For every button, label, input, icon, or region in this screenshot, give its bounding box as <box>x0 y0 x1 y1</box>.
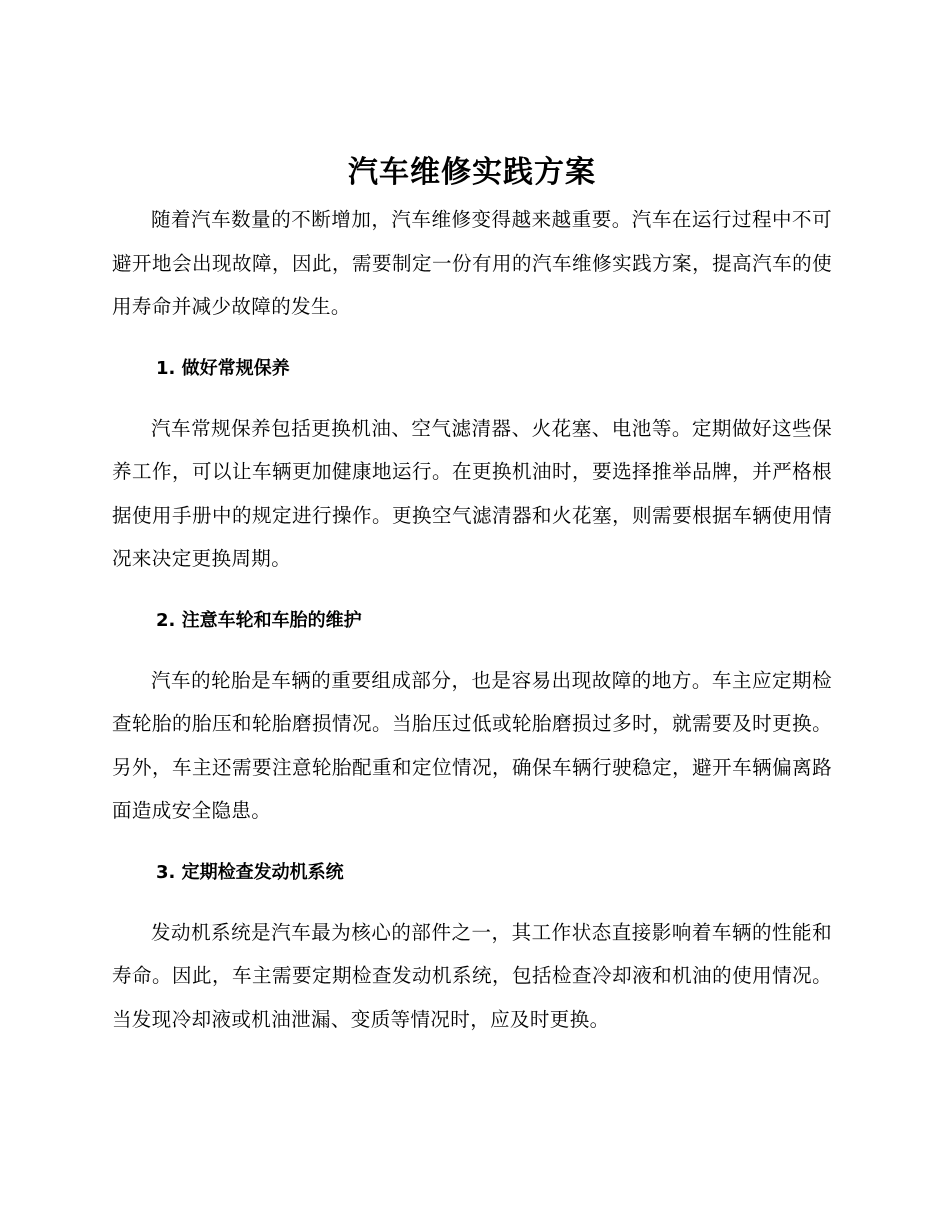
intro-paragraph: 随着汽车数量的不断增加，汽车维修变得越来越重要。汽车在运行过程中不可避开地会出现故障，因此，需要制定一份有用的汽车维修实践方案，提高汽车的使用寿命并减少故障的发生。 <box>112 208 832 318</box>
section-body-2: 汽车的轮胎是车辆的重要组成部分，也是容易出现故障的地方。车主应定期检查轮胎的胎压和轮胎磨损情况。当胎压过低或轮胎磨损过多时，就需要及时更换。另外，车主还需要注意轮胎配重和定位情况，确保车辆行驶稳定，避开车辆偏离路面造成安全隐患。 <box>112 668 832 822</box>
section-heading-1: 1. 做好常规保养 <box>156 357 290 379</box>
document-page <box>112 152 832 1041</box>
section-heading-3: 3. 定期检查发动机系统 <box>156 861 344 883</box>
document-title: 汽车维修实践方案 <box>348 155 596 190</box>
section-heading-2: 2. 注意车轮和车胎的维护 <box>156 609 362 631</box>
section-body-1: 汽车常规保养包括更换机油、空气滤清器、火花塞、电池等。定期做好这些保养工作，可以让车辆更加健康地运行。在更换机油时，要选择推举品牌，并严格根据使用手册中的规定进行操作。更换空气滤清器和火花塞，则需要根据车辆使用情况来决定更换周期。 <box>112 416 832 570</box>
section-body-3: 发动机系统是汽车最为核心的部件之一，其工作状态直接影响着车辆的性能和寿命。因此，车主需要定期检查发动机系统，包括检查冷却液和机油的使用情况。当发现冷却液或机油泄漏、变质等情况时，应及时更换。 <box>112 920 832 1031</box>
